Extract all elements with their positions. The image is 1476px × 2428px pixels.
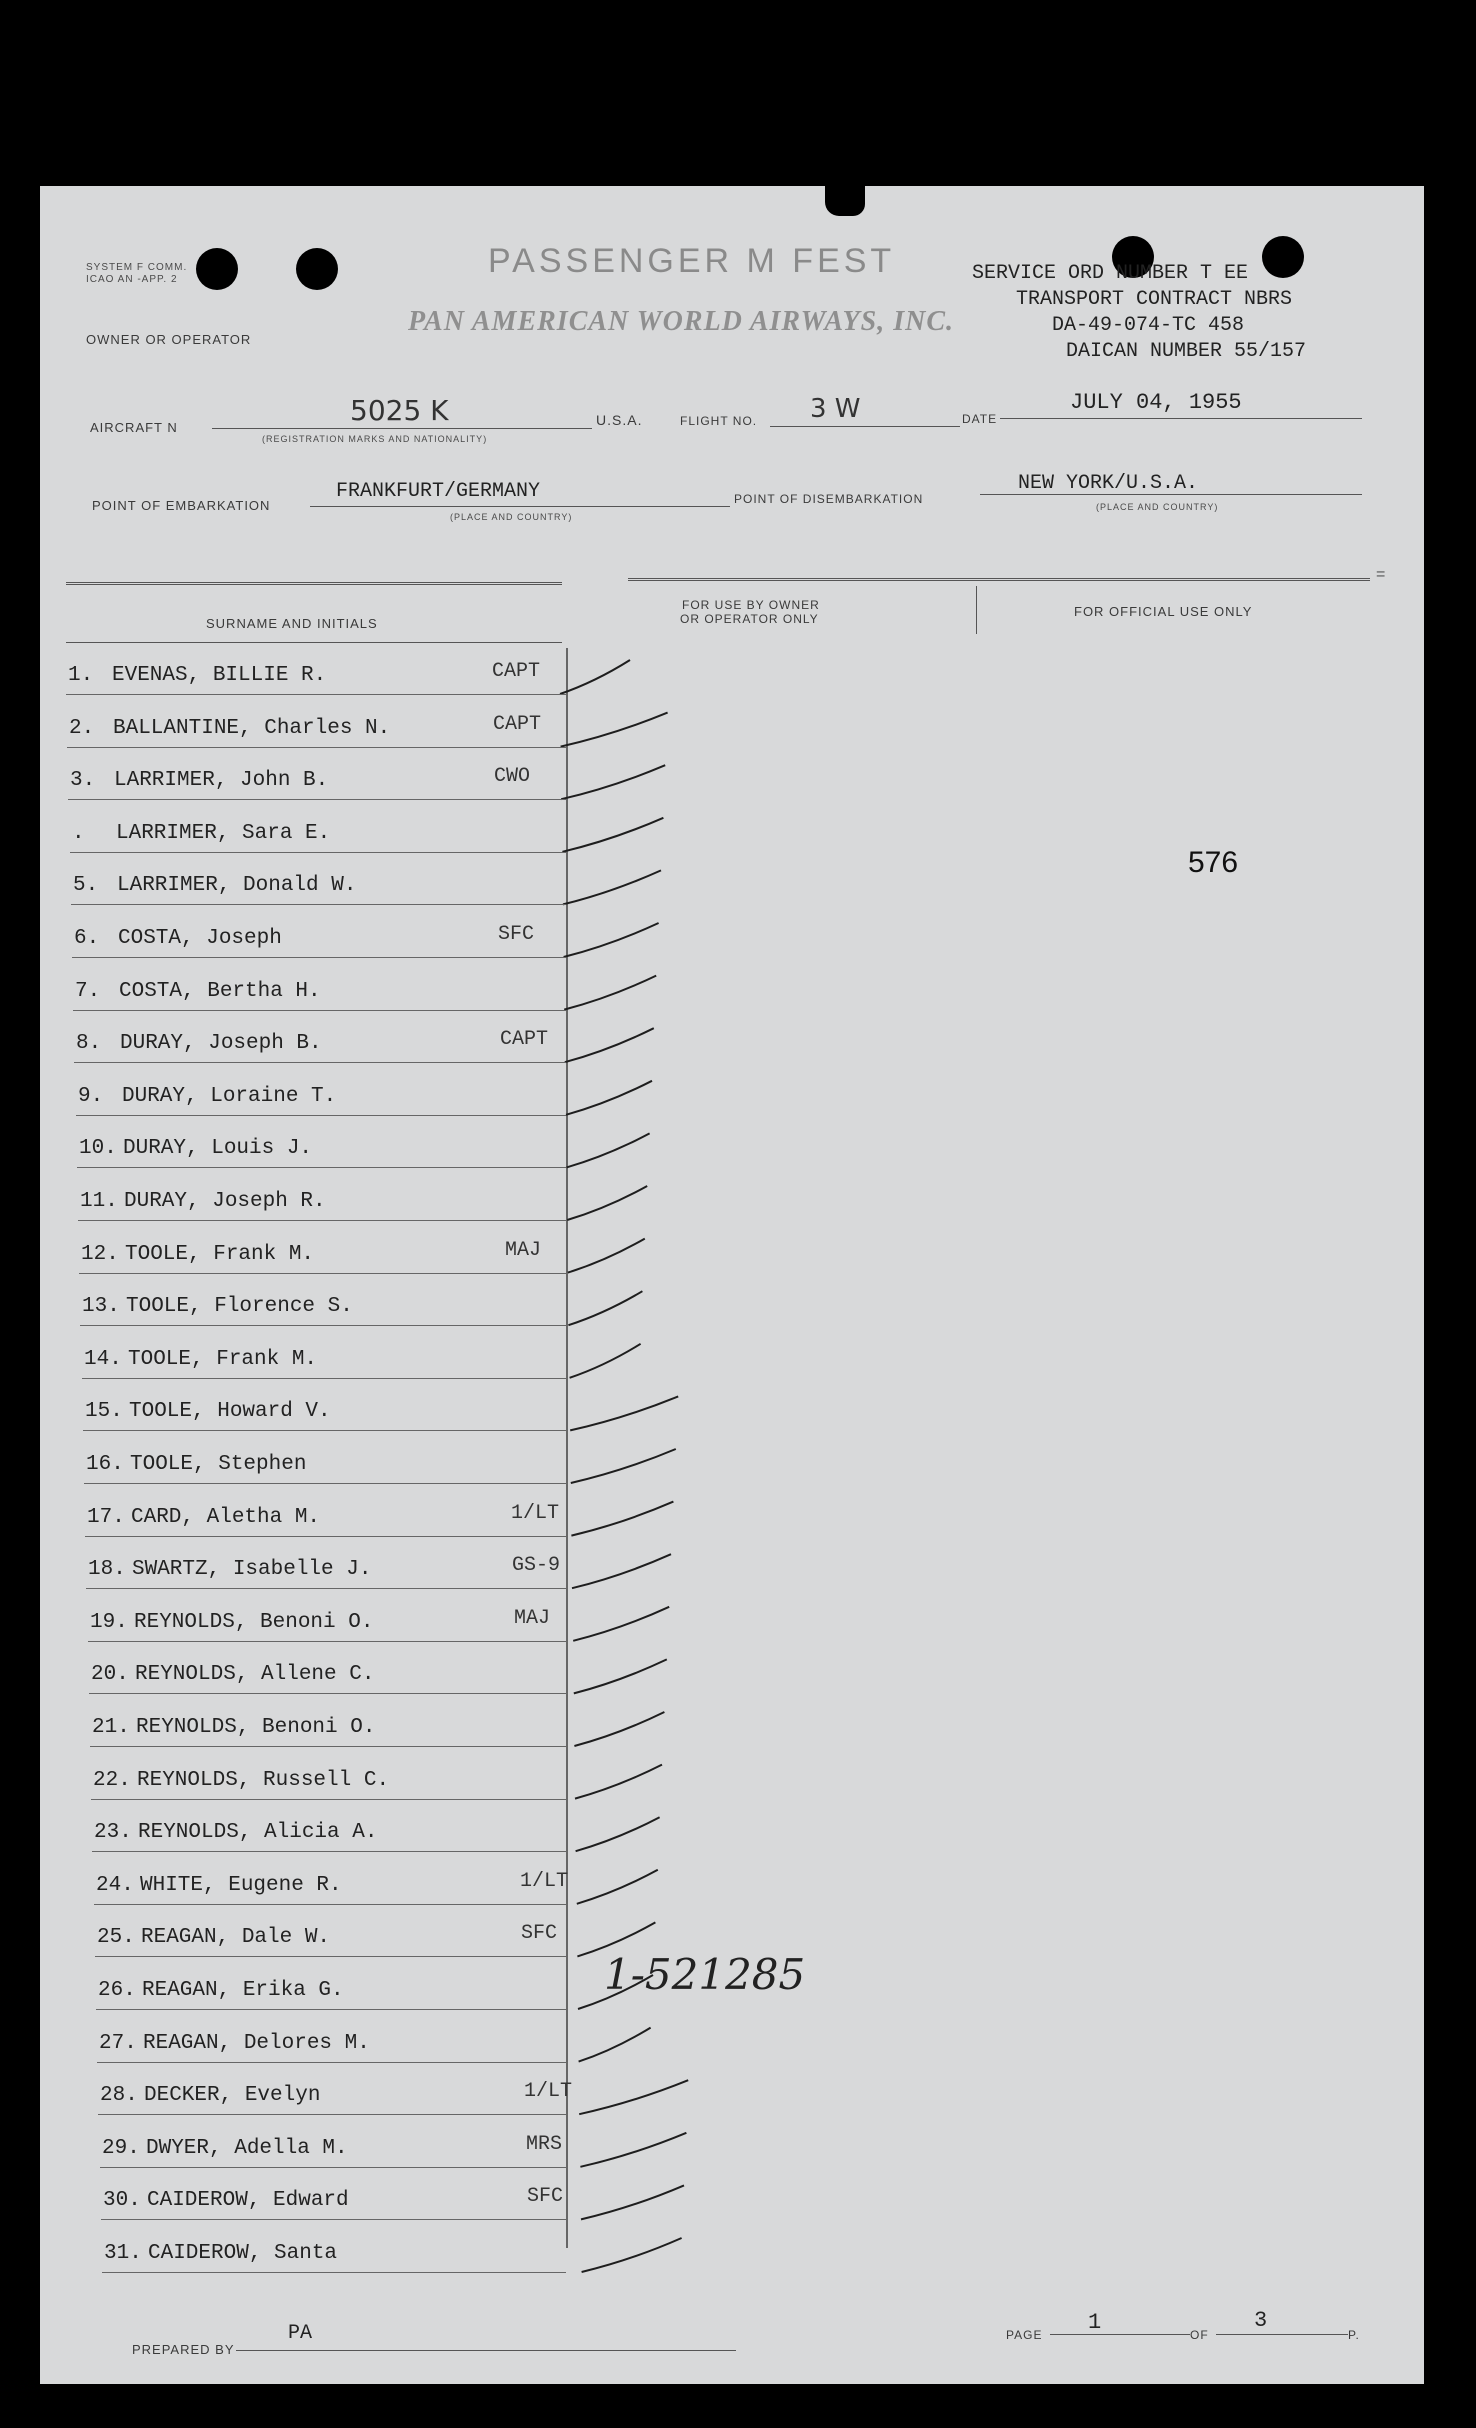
passenger-name: LARRIMER, Sara E. [116, 821, 331, 845]
passenger-rank: SFC [498, 923, 535, 946]
passenger-name: DURAY, Loraine T. [122, 1084, 337, 1108]
page-total: 3 [1254, 2308, 1268, 2333]
passenger-number: 1. [68, 664, 94, 687]
embarkation-label: POINT OF EMBARKATION [92, 498, 271, 513]
owner-label: OWNER OR OPERATOR [86, 332, 252, 347]
check-tick [571, 1502, 673, 1536]
check-tick [580, 2133, 686, 2167]
passenger-number: 17. [87, 1505, 125, 1529]
passenger-number: 7. [75, 979, 101, 1003]
row-underline [71, 904, 566, 905]
check-tick [570, 1396, 678, 1430]
row-underline [98, 2114, 566, 2115]
check-tick [567, 1186, 647, 1220]
row-underline [70, 852, 566, 853]
passenger-number: 24. [96, 1873, 134, 1897]
row-underline [66, 694, 566, 695]
of-label: OF [1190, 2328, 1209, 2342]
passenger-rank: GS-9 [512, 1554, 561, 1578]
passenger-name: DECKER, Evelyn [144, 2084, 321, 2108]
embarkation-note: (PLACE AND COUNTRY) [450, 512, 573, 522]
passenger-number: 27. [99, 2031, 137, 2055]
passenger-name: REYNOLDS, Benoni O. [136, 1716, 376, 1739]
passenger-number: 9. [78, 1084, 104, 1108]
disembarkation-label: POINT OF DISEMBARKATION [734, 492, 924, 506]
row-underline [83, 1430, 566, 1431]
passenger-number: 15. [85, 1400, 123, 1424]
check-tick [565, 1028, 654, 1062]
passenger-rank: MAJ [514, 1606, 551, 1630]
row-underline [88, 1641, 566, 1642]
passenger-number: 6. [74, 927, 100, 950]
row-underline [79, 1273, 566, 1274]
disembarkation-note: (PLACE AND COUNTRY) [1096, 502, 1219, 512]
passenger-number: 13. [82, 1295, 120, 1319]
passenger-rank: SFC [527, 2185, 564, 2209]
surname-column-header: SURNAME AND INITIALS [206, 616, 378, 631]
passenger-name: DURAY, Louis J. [123, 1137, 313, 1161]
check-tick [574, 1712, 664, 1746]
aircraft-label: AIRCRAFT N [90, 420, 178, 435]
check-tick [576, 1817, 660, 1851]
passenger-number: . [72, 821, 85, 845]
registration-note: (REGISTRATION MARKS AND NATIONALITY) [262, 434, 488, 444]
passenger-name: TOOLE, Howard V. [129, 1400, 331, 1424]
row-underline [102, 2272, 566, 2273]
passenger-number: 19. [90, 1610, 128, 1634]
check-tick [574, 1659, 667, 1693]
row-underline [96, 2009, 566, 2010]
row-underline [82, 1378, 566, 1379]
check-tick [577, 1870, 658, 1904]
passenger-number: 14. [84, 1347, 122, 1371]
row-underline [68, 799, 566, 800]
row-underline [74, 1062, 566, 1063]
embarkation-place: FRANKFURT/GERMANY [336, 480, 541, 503]
row-underline [78, 1220, 566, 1221]
passenger-number: 8. [76, 1032, 102, 1056]
passenger-rank: CAPT [492, 660, 541, 683]
passenger-name: EVENAS, BILLIE R. [112, 664, 327, 687]
passenger-name: REYNOLDS, Allene C. [135, 1663, 375, 1687]
row-underline [95, 1956, 566, 1957]
passenger-number: 25. [97, 1926, 135, 1950]
passenger-name: CAIDEROW, Edward [147, 2189, 349, 2213]
row-underline [85, 1536, 566, 1537]
prepared-by: PA [288, 2322, 313, 2345]
passenger-name: TOOLE, Frank M. [125, 1242, 315, 1266]
system-label: SYSTEM F COMM. [86, 262, 188, 273]
passenger-rank: CAPT [493, 712, 542, 736]
check-tick [564, 923, 659, 957]
passenger-number: 26. [98, 1979, 136, 2002]
row-underline [89, 1693, 566, 1694]
manifest-title: PASSENGER M FEST [488, 242, 896, 280]
icao-label: ICAO AN -APP. 2 [86, 274, 178, 285]
row-underline [76, 1115, 566, 1116]
passenger-name: REAGAN, Delores M. [143, 2031, 370, 2055]
disembarkation-place: NEW YORK/U.S.A. [1018, 472, 1199, 495]
passenger-number: 28. [100, 2084, 138, 2108]
contract-number: DA-49-074-TC 458 [1052, 314, 1245, 337]
flight-date: JULY 04, 1955 [1070, 390, 1242, 415]
check-tick [561, 765, 665, 799]
row-underline [86, 1588, 566, 1589]
passenger-name: COSTA, Bertha H. [119, 979, 321, 1003]
check-tick [567, 1133, 650, 1167]
transport-contract: TRANSPORT CONTRACT NBRS [1016, 288, 1293, 311]
passenger-name: DWYER, Adella M. [146, 2136, 348, 2160]
passenger-number: 10. [79, 1137, 117, 1161]
passenger-name: COSTA, Joseph [118, 927, 282, 950]
row-underline [92, 1851, 566, 1852]
owner-use-header-2: OR OPERATOR ONLY [680, 612, 819, 626]
date-label: DATE [962, 412, 998, 426]
annotation-576: 576 [1188, 846, 1239, 879]
passenger-name: REYNOLDS, Benoni O. [134, 1610, 374, 1634]
check-tick [572, 1554, 671, 1588]
check-tick [568, 1239, 645, 1273]
row-underline [100, 2167, 566, 2168]
passenger-rank: 1/LT [524, 2080, 573, 2104]
passenger-number: 23. [94, 1821, 132, 1845]
row-underline [91, 1799, 566, 1800]
passenger-name: TOOLE, Stephen [130, 1453, 307, 1476]
prepared-by-label: PREPARED BY [132, 2342, 235, 2357]
passenger-number: 3. [70, 769, 96, 793]
passenger-number: 29. [102, 2136, 140, 2160]
check-tick [579, 2080, 688, 2114]
check-tick [566, 1081, 652, 1115]
passenger-number: 20. [91, 1663, 129, 1687]
row-underline [80, 1325, 566, 1326]
passenger-number: 22. [93, 1768, 131, 1792]
passenger-name: DURAY, Joseph B. [120, 1032, 322, 1056]
check-tick [579, 2028, 651, 2062]
check-tick [570, 1344, 641, 1378]
check-tick [571, 1449, 676, 1483]
handwritten-note: 1-521285 [604, 1950, 806, 1999]
passenger-number: 16. [86, 1453, 124, 1476]
passenger-rank: CAPT [500, 1028, 549, 1052]
passenger-name: LARRIMER, Donald W. [117, 874, 357, 898]
passenger-name: TOOLE, Florence S. [126, 1295, 353, 1319]
page-label: PAGE [1006, 2328, 1043, 2342]
passenger-name: WHITE, Eugene R. [140, 1873, 342, 1897]
official-use-header: FOR OFFICIAL USE ONLY [1074, 604, 1253, 619]
passenger-number: 21. [92, 1716, 130, 1739]
check-tick [563, 870, 661, 904]
check-tick [564, 976, 656, 1010]
check-tick [582, 2238, 682, 2272]
passenger-number: 2. [69, 716, 95, 740]
flight-number: 3 W [810, 394, 861, 424]
passenger-name: LARRIMER, John B. [114, 769, 329, 793]
passenger-rank: 1/LT [511, 1501, 560, 1525]
aircraft-number: 5025 K [350, 394, 449, 427]
passenger-rank: MAJ [505, 1238, 542, 1262]
row-underline [72, 957, 566, 958]
row-underline [94, 1904, 566, 1905]
passenger-name: BALLANTINE, Charles N. [113, 716, 391, 740]
check-tick [575, 1765, 662, 1799]
row-underline [90, 1746, 566, 1747]
passenger-number: 5. [73, 874, 99, 898]
passenger-name: CAIDEROW, Santa [148, 2242, 338, 2265]
service-order: SERVICE ORD NUMBER T EE [972, 262, 1249, 285]
passenger-rank: SFC [521, 1922, 558, 1946]
row-underline [84, 1483, 566, 1484]
row-underline [77, 1167, 566, 1168]
check-tick [581, 2185, 684, 2219]
check-tick [560, 660, 630, 694]
passenger-name: DURAY, Joseph R. [124, 1190, 326, 1213]
daican-number: DAICAN NUMBER 55/157 [1066, 340, 1307, 363]
check-tick [573, 1607, 669, 1641]
passenger-number: 18. [88, 1558, 126, 1582]
passenger-rank: CWO [494, 765, 531, 789]
flight-label: FLIGHT NO. [680, 414, 758, 428]
check-tick [562, 818, 663, 852]
owner-use-header-1: FOR USE BY OWNER [682, 598, 820, 612]
page-number: 1 [1088, 2310, 1102, 2335]
row-underline [67, 747, 566, 748]
passenger-number: 31. [104, 2242, 142, 2265]
passenger-name: TOOLE, Frank M. [128, 1347, 318, 1371]
check-tick [568, 1291, 642, 1325]
passenger-number: 11. [80, 1190, 118, 1213]
passenger-name: SWARTZ, Isabelle J. [132, 1558, 372, 1582]
row-underline [97, 2062, 566, 2063]
passenger-name: REAGAN, Dale W. [141, 1926, 331, 1950]
usa-label: U.S.A. [596, 412, 643, 428]
passenger-number: 30. [103, 2189, 141, 2213]
passenger-number: 12. [81, 1242, 119, 1266]
airline-name: PAN AMERICAN WORLD AIRWAYS, INC. [408, 306, 955, 337]
check-tick [561, 713, 668, 747]
row-underline [101, 2219, 566, 2220]
passenger-name: CARD, Aletha M. [131, 1505, 321, 1529]
passenger-name: REAGAN, Erika G. [142, 1979, 344, 2002]
passenger-name: REYNOLDS, Russell C. [137, 1768, 390, 1792]
passenger-rank: 1/LT [520, 1869, 569, 1893]
passenger-name: REYNOLDS, Alicia A. [138, 1821, 378, 1845]
row-underline [73, 1010, 566, 1011]
passenger-rank: MRS [526, 2132, 563, 2156]
p-label: P. [1348, 2328, 1360, 2342]
